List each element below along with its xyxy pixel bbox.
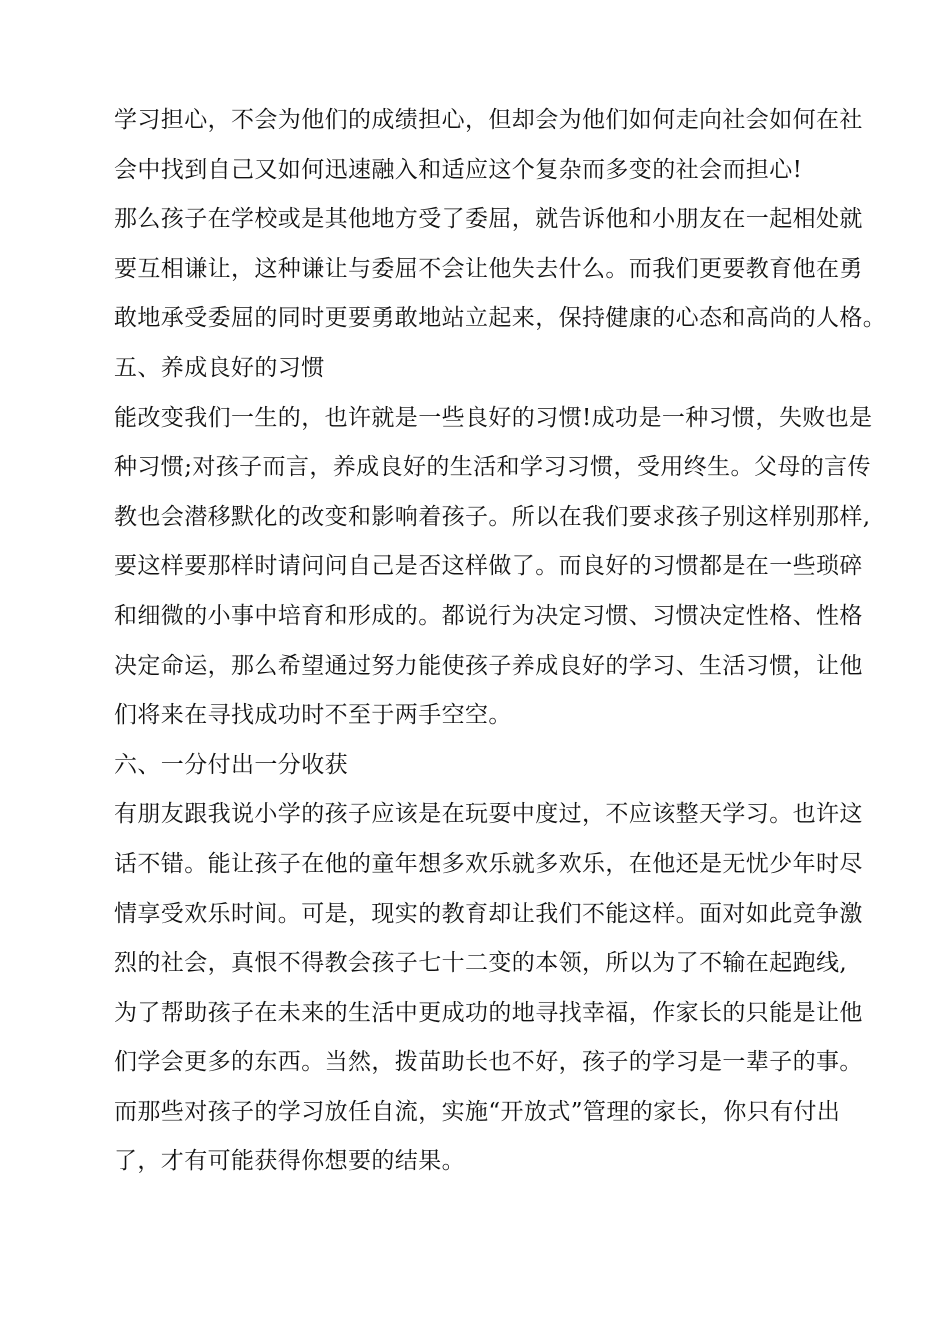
text-line: 情享受欢乐时间。可是，现实的教育却让我们不能这样。面对如此竞争激 (114, 900, 863, 927)
text-line: 和细微的小事中培育和形成的。都说行为决定习惯、习惯决定性格、性格 (114, 602, 863, 629)
text-line: 了，才有可能获得你想要的结果。 (114, 1148, 465, 1175)
text-line: 那么孩子在学校或是其他地方受了委屈，就告诉他和小朋友在一起相处就 (114, 206, 863, 233)
text-line: 烈的社会，真恨不得教会孩子七十二变的本领，所以为了不输在起跑线, (114, 950, 848, 977)
text-line: 有朋友跟我说小学的孩子应该是在玩耍中度过，不应该整天学习。也许这 (114, 801, 863, 828)
text-line: 为了帮助孩子在未来的生活中更成功的地寻找幸福，作家长的只能是让他 (114, 999, 863, 1026)
section-heading-6: 六、一分付出一分收获 (114, 751, 348, 778)
text-line: 会中找到自己又如何迅速融入和适应这个复杂而多变的社会而担心! (114, 156, 803, 183)
text-line: 决定命运，那么希望通过努力能使孩子养成良好的学习、生活习惯，让他 (114, 652, 863, 679)
text-line: 学习担心，不会为他们的成绩担心，但却会为他们如何走向社会如何在社 (114, 107, 863, 133)
text-line: 种习惯;对孩子而言，养成良好的生活和学习习惯，受用终生。父母的言传 (114, 454, 871, 481)
text-line: 而那些对孩子的学习放任自流，实施“开放式”管理的家长，你只有付出 (114, 1098, 841, 1125)
text-line: 能改变我们一生的，也许就是一些良好的习惯!成功是一种习惯，失败也是 (114, 404, 873, 431)
text-line: 敢地承受委屈的同时更要勇敢地站立起来，保持健康的心态和高尚的人格。 (114, 305, 887, 332)
section-heading-5: 五、养成良好的习惯 (114, 354, 325, 381)
text-line: 要互相谦让，这种谦让与委屈不会让他失去什么。而我们更要教育他在勇 (114, 255, 863, 282)
text-line: 们将来在寻找成功时不至于两手空空。 (114, 702, 512, 729)
document-body (114, 96, 887, 1187)
text-line: 们学会更多的东西。当然，拨苗助长也不好，孩子的学习是一辈子的事。 (114, 1049, 863, 1076)
text-line: 要这样要那样时请问问自己是否这样做了。而良好的习惯都是在一些琐碎 (114, 553, 863, 580)
text-line: 话不错。能让孩子在他的童年想多欢乐就多欢乐，在他还是无忧少年时尽 (114, 850, 863, 877)
text-line: 教也会潜移默化的改变和影响着孩子。所以在我们要求孩子别这样别那样, (114, 503, 871, 530)
